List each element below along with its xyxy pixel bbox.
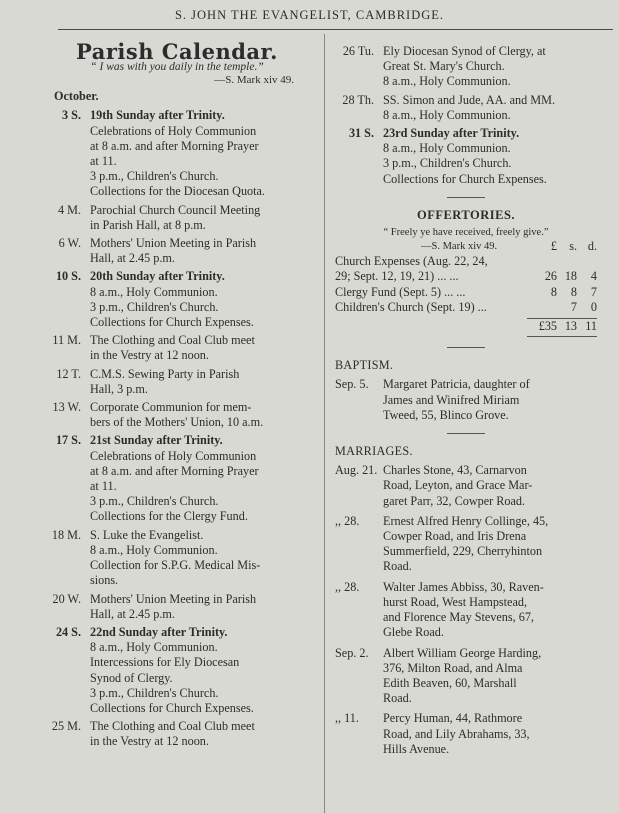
entry-line: Collections for Church Expenses. [90, 315, 254, 330]
offertories-quote [335, 227, 597, 254]
entry-line: Hall, 3 p.m. [90, 381, 148, 396]
currency-shillings: s. [569, 239, 577, 254]
calendar-entry [42, 269, 312, 330]
total-pounds: £35 [538, 319, 557, 334]
entry-date: 12 T. [56, 366, 81, 381]
entry-line: in Parish Hall, at 8 p.m. [90, 217, 206, 232]
calendar-entry [42, 400, 312, 430]
entry-date: 10 S. [55, 269, 81, 284]
baptism-text [383, 377, 597, 423]
offertory-amount [529, 300, 597, 315]
entry-line: Collections for the Diocesan Quota. [90, 184, 265, 199]
entry-line: 8 a.m., Holy Communion. [383, 74, 511, 89]
entry-text [90, 269, 312, 330]
page-header: S. JOHN THE EVANGELIST, CAMBRIDGE. [174, 8, 445, 22]
entry-date: 17 S. [55, 433, 81, 448]
entry-date: 26 Tu. [342, 44, 374, 58]
entry-line: at 11. [90, 479, 117, 494]
entry-line: sions. [90, 573, 119, 588]
amount-pounds: 26 [544, 269, 557, 284]
entry-line: in the Vestry at 12 noon. [90, 734, 209, 749]
calendar-entries-continued [335, 44, 597, 187]
entry-text [90, 528, 312, 589]
entry-line: at 11. [90, 154, 117, 169]
calendar-entry [42, 433, 312, 524]
offertory-row [335, 254, 597, 269]
marriage-line: Walter James Abbiss, 30, Raven- [383, 579, 544, 594]
offertory-amount [529, 285, 597, 300]
section-separator [447, 197, 485, 198]
entry-date: 3 S. [62, 108, 81, 123]
entry-line: C.M.S. Sewing Party in Parish [90, 366, 240, 381]
entry-line: S. Luke the Evangelist. [90, 527, 204, 542]
entry-line: 8 a.m., Holy Communion. [383, 141, 511, 156]
entry-line: 3 p.m., Children's Church. [90, 685, 219, 700]
total-shillings: 13 [564, 319, 577, 334]
header-rule [58, 29, 613, 30]
entry-date: 4 M. [57, 202, 81, 217]
baptism-date: Sep. 5. [335, 377, 369, 392]
marriage-line: Road, Leyton, and Grace Mar- [383, 478, 533, 493]
entry-line: Collection for S.P.G. Medical Mis- [90, 558, 261, 573]
entry-text [90, 236, 312, 266]
entry-date: 18 M. [51, 527, 81, 542]
marriage-line: Hills Avenue. [383, 741, 450, 756]
column-divider [324, 34, 325, 813]
calendar-entry [42, 528, 312, 589]
entry-date: 24 S. [55, 624, 81, 639]
entry-line: Celebrations of Holy Communion [90, 448, 257, 463]
calendar-entry [335, 126, 597, 187]
entry-line: Ely Diocesan Synod of Clergy, at [383, 44, 546, 58]
entry-line: 3 p.m., Children's Church. [90, 169, 219, 184]
offertory-label: Clergy Fund (Sept. 5) ... ... [335, 284, 466, 299]
offertories-total [517, 319, 597, 334]
marriage-entry [335, 514, 597, 575]
calendar-entry [335, 44, 597, 90]
entry-line: 8 a.m., Holy Communion. [90, 284, 218, 299]
entry-heading: 23rd Sunday after Trinity. [383, 126, 520, 141]
entry-line: Hall, at 2.45 p.m. [90, 606, 175, 621]
entry-date: 28 Th. [342, 92, 374, 107]
calendar-title: Parish Calendar. [76, 39, 278, 64]
marriage-text [383, 514, 597, 575]
marriage-date: ,, 28. [335, 579, 360, 594]
marriage-line: Ernest Alfred Henry Collinge, 45, [383, 513, 549, 528]
entry-text [90, 433, 312, 524]
entry-text [90, 719, 312, 749]
marriage-line: Cowper Road, and Iris Drena [383, 529, 527, 544]
entry-date: 6 W. [58, 236, 81, 251]
offertory-row [335, 300, 597, 315]
entry-line: 8 a.m., Holy Communion. [90, 542, 218, 557]
section-separator [447, 347, 485, 348]
entry-text [90, 108, 312, 199]
calendar-entry [42, 236, 312, 266]
amount-pence: 4 [590, 269, 597, 284]
marriage-line: Road. [383, 691, 412, 706]
entry-line: Collections for the Clergy Fund. [90, 509, 248, 524]
calendar-entries [42, 108, 312, 749]
entry-date: 25 M. [51, 719, 81, 734]
entry-text [383, 93, 597, 123]
marriage-entry [335, 463, 597, 509]
entry-heading: 20th Sunday after Trinity. [90, 269, 225, 284]
entry-line: at 8 a.m. and after Morning Prayer [90, 138, 259, 153]
marriage-line: Glebe Road. [383, 625, 444, 640]
amount-shillings: 18 [564, 269, 577, 284]
entry-line: 8 a.m., Holy Communion. [383, 107, 511, 122]
marriage-line: Charles Stone, 43, Carnarvon [383, 463, 527, 478]
entry-line: 8 a.m., Holy Communion. [90, 640, 218, 655]
marriage-line: Road. [383, 559, 412, 574]
amount-pence [577, 254, 597, 269]
entry-text [90, 367, 312, 397]
entry-line: Intercessions for Ely Diocesan [90, 655, 240, 670]
marriage-text [383, 711, 597, 757]
currency-header [529, 239, 597, 254]
marriage-text [383, 646, 597, 707]
marriage-entry [335, 580, 597, 641]
offertory-row [335, 285, 597, 300]
offertory-amount [529, 254, 597, 269]
currency-pounds: £ [550, 239, 557, 254]
marriage-line: Edith Beaven, 60, Marshall [383, 675, 517, 690]
entry-line: Great St. Mary's Church. [383, 59, 505, 74]
baptism-heading: BAPTISM. [335, 358, 394, 373]
entry-date: 11 M. [52, 333, 81, 348]
baptism-entry [335, 377, 597, 423]
entry-date: 20 W. [52, 591, 81, 606]
calendar-quote-ref: —S. Mark xiv 49. [214, 74, 294, 87]
entry-heading: 19th Sunday after Trinity. [90, 108, 225, 123]
calendar-entry [42, 592, 312, 622]
marriage-line: garet Parr, 32, Cowper Road. [383, 493, 526, 508]
entry-line: Mothers' Union Meeting in Parish [90, 236, 257, 251]
entry-line: The Clothing and Coal Club meet [90, 719, 255, 734]
offertory-amount [529, 269, 597, 284]
entry-line: Collections for Church Expenses. [90, 700, 254, 715]
entry-line: bers of the Mothers' Union, 10 a.m. [90, 415, 264, 430]
entry-line: 3 p.m., Children's Church. [90, 299, 219, 314]
offertories-quote-text: “ Freely ye have received, freely give.” [383, 227, 549, 239]
entry-line: Synod of Clergy. [90, 670, 173, 685]
sum-rule-double [527, 336, 597, 337]
marriage-entries [335, 463, 597, 757]
entry-line: Hall, at 2.45 p.m. [90, 251, 175, 266]
entry-text [383, 44, 597, 90]
entry-text [383, 126, 597, 187]
baptism-line: Margaret Patricia, daughter of [383, 377, 530, 392]
baptism-line: James and Winifred Miriam [383, 392, 520, 407]
currency-pence: d. [587, 239, 597, 254]
entry-text [90, 592, 312, 622]
entry-line: Parochial Church Council Meeting [90, 202, 261, 217]
entry-text [90, 203, 312, 233]
marriage-line: and Florence May Stevens, 67, [383, 610, 534, 625]
entry-line: Corporate Communion for mem- [90, 400, 252, 415]
marriage-text [383, 463, 597, 509]
offertory-label: Children's Church (Sept. 19) ... [335, 299, 487, 314]
offertories-title: OFFERTORIES. [416, 207, 516, 222]
calendar-entry [335, 93, 597, 123]
marriage-text [383, 580, 597, 641]
amount-shillings: 7 [570, 299, 577, 314]
total-pence: 11 [585, 319, 597, 334]
entry-date: 13 W. [52, 400, 81, 415]
calendar-entry [42, 625, 312, 716]
marriage-line: Road, and Lily Abrahams, 33, [383, 726, 530, 741]
amount-pence: 0 [590, 299, 597, 314]
marriage-entry [335, 646, 597, 707]
entry-heading: 22nd Sunday after Trinity. [90, 624, 228, 639]
calendar-entry [42, 719, 312, 749]
marriage-date: ,, 28. [335, 513, 360, 528]
entry-heading: 21st Sunday after Trinity. [90, 433, 223, 448]
baptism-line: Tweed, 55, Blinco Grove. [383, 407, 509, 422]
amount-shillings [557, 254, 577, 269]
calendar-quote: “ I was with you daily in the temple.” [90, 61, 264, 74]
right-column [335, 44, 597, 762]
entry-line: in the Vestry at 12 noon. [90, 348, 209, 363]
entry-line: Collections for Church Expenses. [383, 171, 547, 186]
marriage-line: Albert William George Harding, [383, 645, 542, 660]
marriage-date: Sep. 2. [335, 645, 369, 660]
entry-date: 31 S. [348, 126, 374, 141]
offertory-row [335, 269, 597, 284]
marriage-entry [335, 711, 597, 757]
entry-line: The Clothing and Coal Club meet [90, 333, 255, 348]
entry-line: Mothers' Union Meeting in Parish [90, 591, 257, 606]
entry-text [90, 625, 312, 716]
offertories-rows [335, 254, 597, 315]
marriage-date: Aug. 21. [335, 463, 378, 478]
entry-text [90, 333, 312, 363]
marriage-line: hurst Road, West Hampstead, [383, 594, 528, 609]
offertories-total-row [335, 319, 597, 334]
offertory-label: Church Expenses (Aug. 22, 24, [335, 254, 488, 269]
amount-shillings: 8 [570, 284, 577, 299]
calendar-entry [42, 333, 312, 363]
offertories-quote-row [335, 239, 597, 254]
amount-pounds [531, 254, 557, 269]
amount-pounds: 8 [550, 284, 557, 299]
entry-line: SS. Simon and Jude, AA. and MM. [383, 92, 555, 107]
offertories-quote-ref: —S. Mark xiv 49. [421, 241, 498, 253]
section-separator [447, 433, 485, 434]
offertory-label: 29; Sept. 12, 19, 21) ... ... [335, 269, 459, 284]
marriage-line: Summerfield, 229, Cherryhinton [383, 544, 543, 559]
amount-pounds [531, 300, 557, 315]
calendar-entry [42, 108, 312, 199]
calendar-entry [42, 203, 312, 233]
month-heading: October. [54, 89, 99, 104]
amount-pence: 7 [590, 284, 597, 299]
marriage-line: Percy Human, 44, Rathmore [383, 711, 523, 726]
entry-line: Celebrations of Holy Communion [90, 123, 257, 138]
entry-text [90, 400, 312, 430]
marriage-date: ,, 11. [335, 711, 359, 726]
entry-line: at 8 a.m. and after Morning Prayer [90, 463, 259, 478]
marriages-heading: MARRIAGES. [335, 444, 413, 459]
left-column [42, 39, 312, 753]
entry-line: 3 p.m., Children's Church. [383, 156, 512, 171]
entry-line: 3 p.m., Children's Church. [90, 494, 219, 509]
calendar-entry [42, 367, 312, 397]
marriage-line: 376, Milton Road, and Alma [383, 660, 523, 675]
